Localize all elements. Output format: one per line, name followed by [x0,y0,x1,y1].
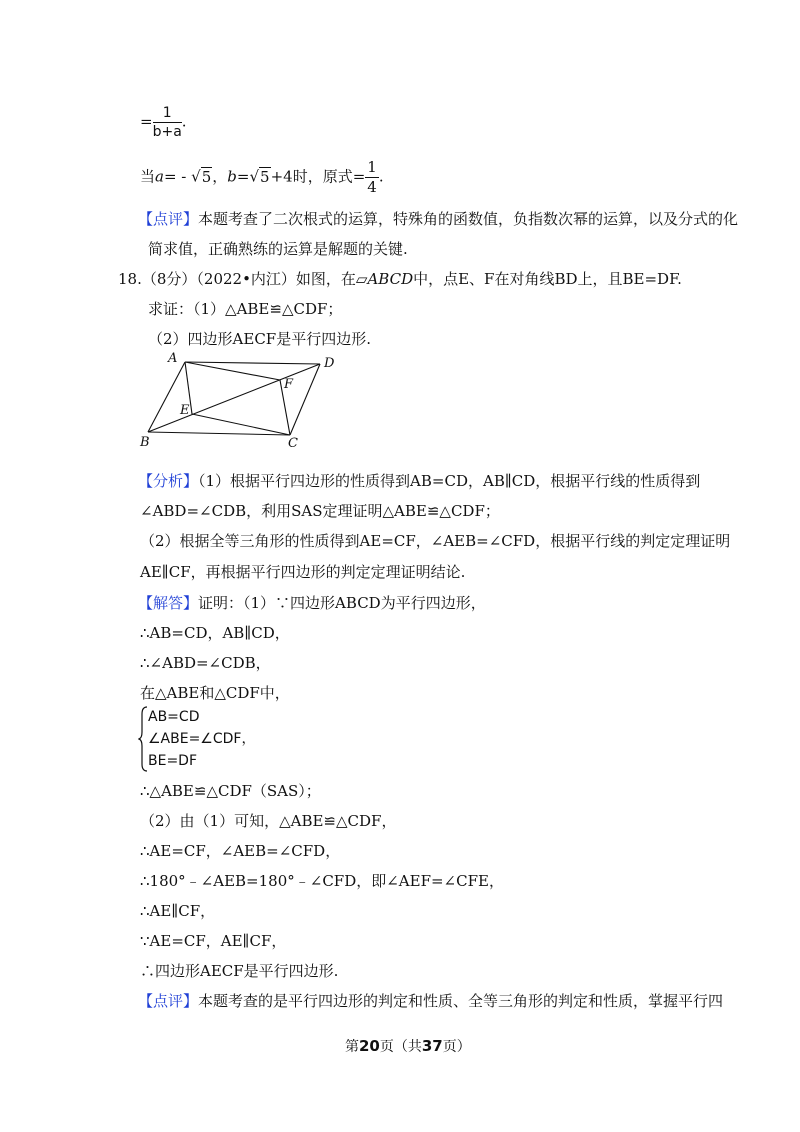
question-18-header: 18.（8分）（2022•内江）如图，在▱ABCD中，点E、F在对角线BD上，且BE=DF. [118,270,682,288]
solution-line-11: ∴四边形AECF是平行四边形. [140,962,339,980]
solution-tag: 【解答】 [138,594,199,612]
analysis-line-4: AE∥CF，再根据平行四边形的判定定理证明结论. [140,563,466,581]
parallelogram-symbol: ▱ [355,270,368,288]
prove-line-1: 求证：（1）△ABE≌△CDF； [148,300,343,318]
segment-af [185,362,280,380]
total-pages: 37 [421,1037,443,1055]
solution-line-8: ∴180°﹣∠AEB=180°﹣∠CFD，即∠AEF=∠CFE， [140,872,504,890]
analysis-line-1: 【分析】（1）根据平行四边形的性质得到AB=CD，AB∥CD，根据平行线的性质得到 [138,472,701,490]
label-c: C [288,436,298,451]
system-eq-1: AB=CD [148,709,200,725]
review-2-line-1: 【点评】本题考查的是平行四边形的判定和性质、全等三角形的判定和性质，掌握平行四 [138,992,724,1010]
system-eq-3: BE=DF [148,753,198,769]
review-1-line-1: 【点评】本题考查了二次根式的运算，特殊角的函数值，负指数次幂的运算，以及分式的化 [138,210,739,228]
analysis-line-2: ∠ABD=∠CDB，利用SAS定理证明△ABE≌△CDF； [140,502,500,520]
review-2-tag: 【点评】 [138,992,199,1010]
label-e: E [180,403,190,418]
eq-prefix: = [140,112,153,131]
edge-cb [148,432,290,435]
label-f: F [284,377,294,392]
sqrt-5-b: 5 [260,167,270,186]
solution-line-4: 在△ABE和△CDF中， [140,684,290,702]
page-number: 20 [359,1037,380,1055]
solution-line-9: ∴AE∥CF， [140,902,216,920]
result-fraction: $\frac{1}{b+a}$ [152,105,182,140]
left-brace-icon [138,706,148,772]
label-b: B [140,435,150,450]
result-line: = $\frac{1}{b+a}$ . [140,105,187,140]
diagonal-bd [148,364,320,432]
solution-line-1: 【解答】证明：（1）∵四边形ABCD为平行四边形， [138,594,486,612]
analysis-line-3: （2）根据全等三角形的性质得到AE=CF，∠AEB=∠CFD，根据平行线的判定定理证明 [140,532,731,550]
solution-line-6: （2）由（1）可知，△ABE≌△CDF， [140,812,397,830]
solution-line-5: ∴△ABE≌△CDF（SAS）； [140,782,321,800]
solution-line-3: ∴∠ABD=∠CDB， [140,654,271,672]
edge-ba [148,362,185,432]
analysis-tag: 【分析】 [138,472,199,490]
label-d: D [324,356,335,371]
system-eq-2: ∠ABE=∠CDF， [148,731,256,747]
label-a: A [168,351,178,366]
page-footer: 第20页（共37页） [345,1037,471,1055]
substitution-line: 当a= - √5，b=√5+4时，原式= $\frac{1}{4}$ . [140,158,384,196]
solution-line-7: ∴AE=CF，∠AEB=∠CFD， [140,842,341,860]
review-1-line-2: 简求值，正确熟练的运算是解题的关键. [148,240,408,258]
prove-line-2: （2）四边形AECF是平行四边形. [148,330,371,348]
solution-line-2: ∴AB=CD，AB∥CD， [140,624,290,642]
segment-ec [192,414,290,435]
value-fraction: $\frac{1}{4}$ [367,158,377,196]
parallelogram-figure [130,348,350,453]
sqrt-5-a: 5 [201,167,212,186]
solution-line-10: ∵AE=CF，AE∥CF， [140,932,287,950]
edge-ad [185,362,320,364]
review-tag: 【点评】 [138,210,199,228]
